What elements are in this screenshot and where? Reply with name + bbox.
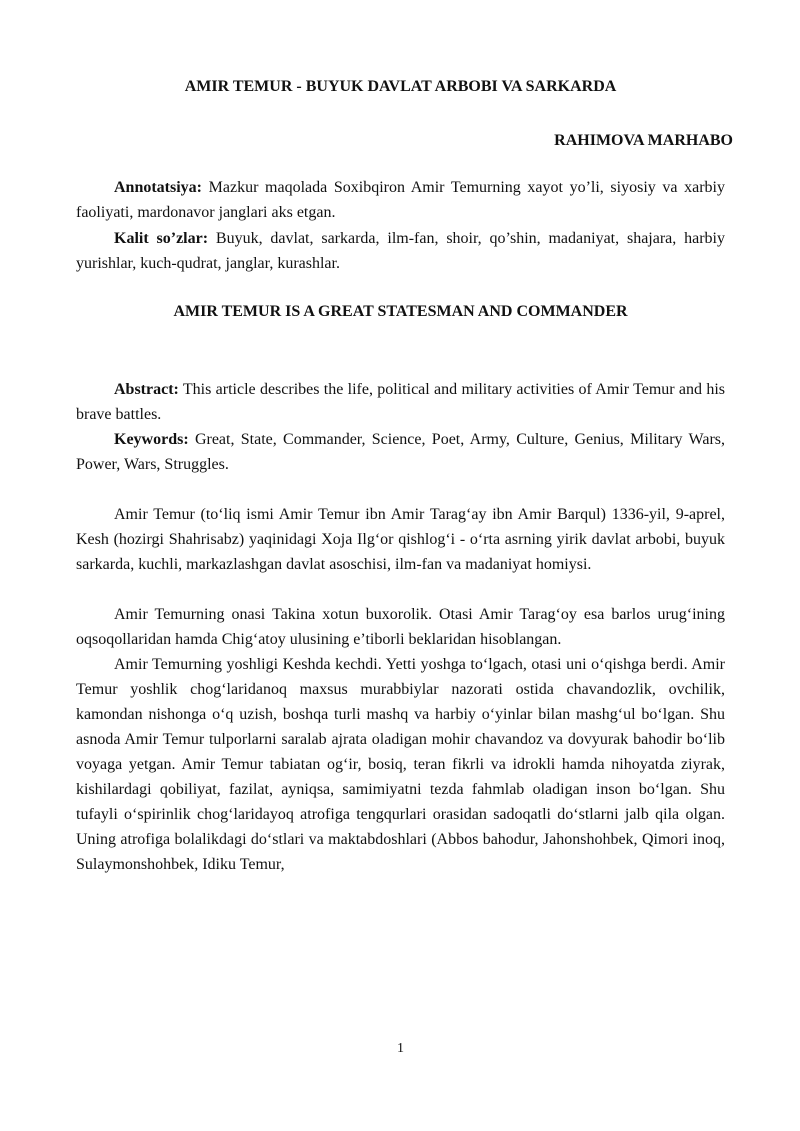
article-title-english: AMIR TEMUR IS A GREAT STATESMAN AND COMMANDER	[173, 303, 628, 320]
abstract-label: Abstract:	[114, 381, 179, 398]
keywords-english-label: Keywords:	[114, 431, 189, 448]
annotation-paragraph	[76, 175, 725, 225]
keywords-english-text: Great, State, Commander, Science, Poet, Army, Culture, Genius, Military Wars, Power, Wars, Struggles.	[76, 431, 725, 473]
abstract-text: This article describes the life, political and military activities of Amir Temur and his brave battles.	[76, 381, 725, 423]
body-paragraph: Amir Temur (to‘liq ismi Amir Temur ibn Amir Tarag‘ay ibn Amir Barqul) 1336-yil, 9-aprel, Kesh (hozirgi Shahrisabz) yaqinidagi Xoja Ilg‘or qishlog‘i - o‘rta asrning yirik davlat arbobi, buyuk sarkarda, kuchli, markazlashgan davlat asoschisi, ilm-fan va madaniyat homiysi.	[76, 506, 725, 573]
annotation-label: Annotatsiya:	[114, 179, 203, 196]
body-paragraph: Amir Temurning onasi Takina xotun buxorolik. Otasi Amir Tarag‘oy esa barlos urug‘ining oqsoqollaridan hamda Chig‘atoy ulusining e’tiborli beklaridan hisoblangan.	[76, 606, 725, 648]
article-title-uzbek: AMIR TEMUR - BUYUK DAVLAT ARBOBI VA SARKARDA	[184, 78, 617, 95]
abstract-paragraph	[76, 377, 725, 427]
keywords-uzbek-text: Buyuk, davlat, sarkarda, ilm-fan, shoir, qo’shin, madaniyat, shajara, harbiy yurishlar, kuch-qudrat, janglar, kurashlar.	[76, 230, 725, 272]
keywords-uzbek-label: Kalit so’zlar:	[114, 230, 209, 247]
keywords-english-paragraph	[76, 427, 725, 477]
document-page	[76, 0, 733, 1131]
body-paragraph: Amir Temurning yoshligi Keshda kechdi. Yetti yoshga to‘lgach, otasi uni o‘qishga berdi. Amir Temur yoshlik chog‘laridanoq maxsus murabbiylar nazorati ostida chavandozlik, ovchilik, kamondan nishonga o‘q uzish, boshqa turli mashq va harbiy o‘yinlar bilan mashg‘ul bo‘lgan. Shu asnoda Amir Temur tulporlarni saralab ajrata oladigan mohir chavandoz va dovyurak bahodir bo‘lib voyaga yetgan. Amir Temur tabiatan og‘ir, bosiq, teran fikrli va idrokli hamda nihoyatda ziyrak, kishilardagi qobiliyat, fazilat, ayniqsa, samimiyatni tezda fahmlab oladigan inson bo‘lgan. Shu tufayli o‘spirinlik chog‘laridayoq atrofiga tengqurlari orasidan sadoqatli do‘stlarni jalb qila olgan. Uning atrofiga bolalikdagi do‘stlari va maktabdoshlari (Abbos bahodur, Jahonshohbek, Qimori inoq, Sulaymonshohbek, Idiku Temur,	[76, 656, 725, 873]
annotation-text: Mazkur maqolada Soxibqiron Amir Temurning xayot yo’li, siyosiy va xarbiy faoliyati, mardonavor janglari aks etgan.	[76, 179, 725, 221]
page-number: 1	[397, 1041, 404, 1056]
keywords-uzbek-paragraph	[76, 226, 725, 276]
author-name: RAHIMOVA MARHABO	[554, 132, 733, 149]
